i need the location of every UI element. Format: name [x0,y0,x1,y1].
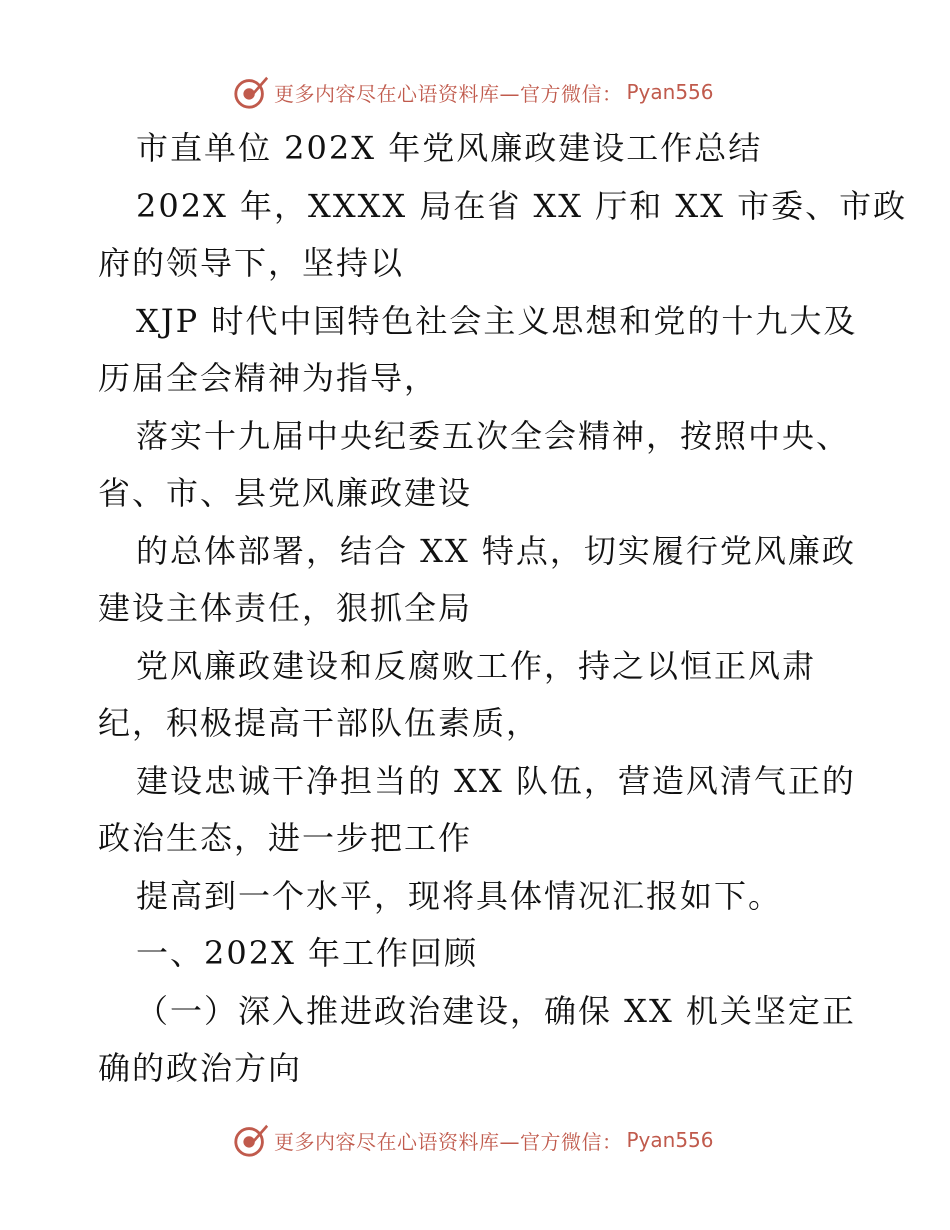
document-body [98,120,908,1098]
paragraph-line: 建设忠诚干净担当的 XX 队伍，营造风清气正的 [136,761,856,800]
paragraph-line: 政治生态，进一步把工作 [98,819,473,857]
watermark-wechat-id: Pyan556 [626,1128,714,1152]
paragraph-line: 202X 年，XXXX 局在省 XX 厅和 XX 市委、市政 [136,186,908,225]
paragraph-line: 府的领导下，坚持以 [98,244,405,282]
paragraph-line: 省、市、县党风廉政建设 [98,474,473,512]
watermark-footer [232,1120,714,1160]
section-heading: 一、202X 年工作回顾 [136,934,479,972]
subsection-heading-cont: 确的政治方向 [98,1049,303,1087]
watermark-wechat-id: Pyan556 [626,80,714,104]
paragraph-line: 提高到一个水平，现将具体情况汇报如下。 [136,876,783,915]
watermark-text: 更多内容尽在心语资料库—官方微信： [274,1129,623,1154]
paragraph-line: XJP 时代中国特色社会主义思想和党的十九大及 [136,301,858,340]
quill-seal-icon [232,1121,270,1159]
paragraph-line: 党风廉政建设和反腐败工作，持之以恒正风肃 [136,646,817,685]
watermark-text: 更多内容尽在心语资料库—官方微信： [274,81,623,106]
paragraph-line: 落实十九届中央纪委五次全会精神，按照中央、 [136,416,851,455]
document-title: 市直单位 202X 年党风廉政建设工作总结 [136,129,763,167]
paragraph-line: 纪，积极提高干部队伍素质， [98,704,541,742]
quill-seal-icon [232,73,270,111]
paragraph-line: 的总体部署，结合 XX 特点，切实履行党风廉政 [136,531,856,570]
subsection-heading: （一）深入推进政治建设，确保 XX 机关坚定正 [136,991,856,1030]
paragraph-line: 建设主体责任，狠抓全局 [98,589,473,627]
watermark-header [232,72,714,112]
paragraph-line: 历届全会精神为指导， [98,359,439,397]
